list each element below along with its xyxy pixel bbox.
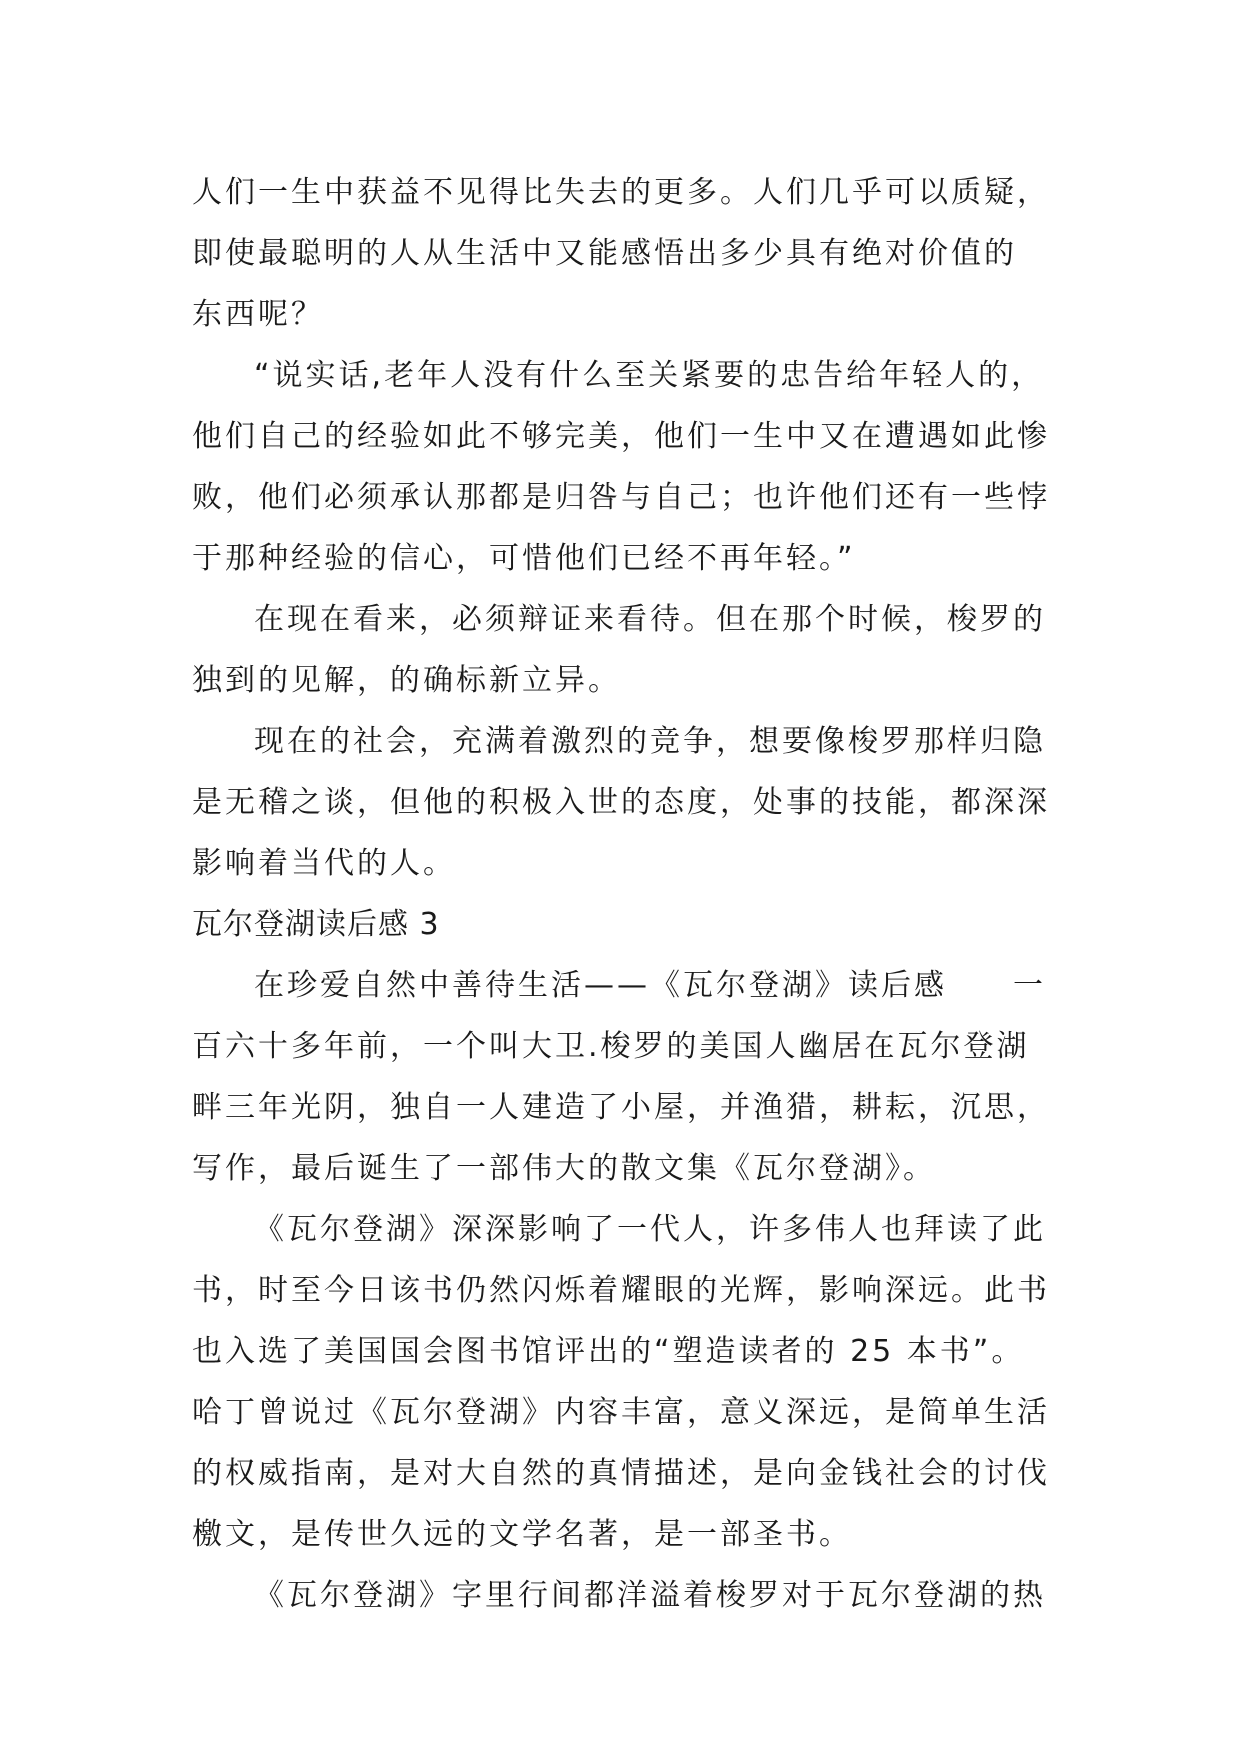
text-line: 的权威指南，是对大自然的真情描述，是向金钱社会的讨伐 [192,1456,1050,1491]
paragraph-first-line: 在珍爱自然中善待生活——《瓦尔登湖》读后感 一 [254,968,1046,1003]
text-line: 影响着当代的人。 [192,846,456,881]
text-line: 畔三年光阴，独自一人建造了小屋，并渔猎，耕耘，沉思， [192,1090,1050,1125]
text-line: 败，他们必须承认那都是归咎与自己；也许他们还有一些悖 [192,480,1050,515]
paragraph-first-line: 在现在看来，必须辩证来看待。但在那个时候，梭罗的 [254,602,1046,637]
text-line: 人们一生中获益不见得比失去的更多。人们几乎可以质疑， [192,175,1050,210]
text-line: 也入选了美国国会图书馆评出的“塑造读者的 25 本书”。 [192,1334,1025,1369]
text-line: 百六十多年前，一个叫大卫.梭罗的美国人幽居在瓦尔登湖 [192,1029,1030,1064]
text-line: 他们自己的经验如此不够完美，他们一生中又在遭遇如此惨 [192,419,1050,454]
paragraph-first-line: “说实话,老年人没有什么至关紧要的忠告给年轻人的， [254,358,1045,393]
text-line: 檄文，是传世久远的文学名著，是一部圣书。 [192,1517,852,1552]
text-line: 东西呢？ [192,297,324,332]
text-line: 写作，最后诞生了一部伟大的散文集《瓦尔登湖》。 [192,1151,936,1186]
text-line: 即使最聪明的人从生活中又能感悟出多少具有绝对价值的 [192,236,1017,271]
text-line: 书，时至今日该书仍然闪烁着耀眼的光辉，影响深远。此书 [192,1273,1050,1308]
text-line: 于那种经验的信心，可惜他们已经不再年轻。” [192,541,856,576]
document-body [192,162,1062,1626]
paragraph-first-line: 《瓦尔登湖》字里行间都洋溢着梭罗对于瓦尔登湖的热 [254,1578,1046,1613]
paragraph-first-line: 《瓦尔登湖》深深影响了一代人，许多伟人也拜读了此 [254,1212,1046,1247]
text-line: 哈丁曾说过《瓦尔登湖》内容丰富，意义深远，是简单生活 [192,1395,1050,1430]
text-line: 是无稽之谈，但他的积极入世的态度，处事的技能，都深深 [192,785,1050,820]
text-line: 独到的见解，的确标新立异。 [192,663,621,698]
paragraph-first-line: 现在的社会，充满着激烈的竞争，想要像梭罗那样归隐 [254,724,1046,759]
section-heading: 瓦尔登湖读后感 3 [192,907,440,942]
